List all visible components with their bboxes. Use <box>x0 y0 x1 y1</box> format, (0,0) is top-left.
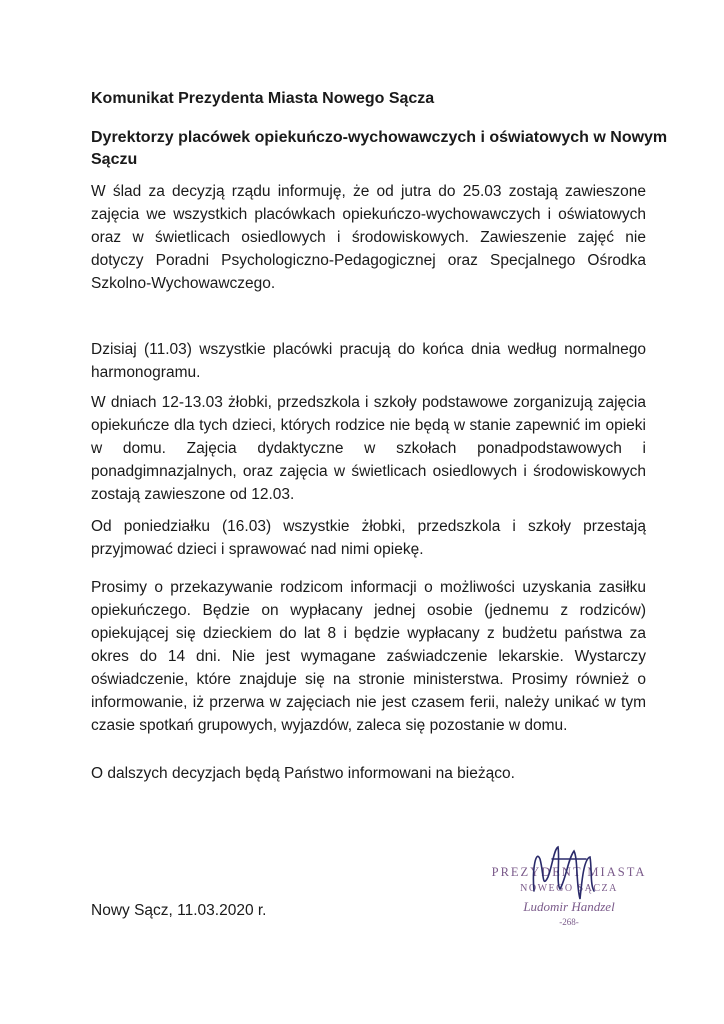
stamp-line-name: Ludomir Handzel <box>523 899 615 914</box>
paragraph-allowance: Prosimy o przekazywanie rodzicom informacji o możliwości uzyskania zasiłku opiekuńczego. Będzie on wypłacany jednej osobie (jednemu z rodziców) opiekującej się dzieckiem do lat 8 i będzie wypłacany z budżetu państwa za okres do 14 dni. Nie jest wymagane zaświadczenie lekarskie. Wystarczy oświadczenie, które znajduje się na stronie ministerstwa. Prosimy również o informowanie, iż przerwa w zajęciach nie jest czasem ferii, należy unikać w tym czasie spotkań grupowych, wyjazdów, zaleca się pozostanie w domu. <box>91 579 646 734</box>
document-subtitle: Dyrektorzy placówek opiekuńczo-wychowawczych i oświatowych w Nowym Sączu <box>91 129 668 168</box>
paragraph-monday: Od poniedziałku (16.03) wszystkie żłobki, przedszkola i szkoły przestają przyjmować dzieci i sprawować nad nimi opiekę. <box>91 518 646 558</box>
document-title: Komunikat Prezydenta Miasta Nowego Sącza <box>91 90 435 107</box>
mayor-stamp <box>474 835 664 930</box>
handwritten-signature-icon <box>494 829 624 919</box>
stamp-line-city: NOWEGO SĄCZA <box>520 883 618 894</box>
stamp-line-number: -268- <box>559 917 579 927</box>
paragraph-today: Dzisiaj (11.03) wszystkie placówki pracują do końca dnia według normalnego harmonogramu. <box>91 341 646 381</box>
paragraph-suspension: W ślad za decyzją rządu informuję, że od jutra do 25.03 zostają zawieszone zajęcia we wszystkich placówkach opiekuńczo-wychowawczych i oświatowych oraz w świetlicach osiedlowych i środowiskowych. Zawieszenie zajęć nie dotyczy Poradni Psychologiczno-Pedagogicznej oraz Specjalnego Ośrodka Szkolno-Wychowawczego. <box>91 183 646 292</box>
paragraph-closing: O dalszych decyzjach będą Państwo informowani na bieżąco. <box>91 765 515 782</box>
stamp-line-title: PREZYDENT MIASTA <box>491 865 647 879</box>
place-date: Nowy Sącz, 11.03.2020 r. <box>91 902 267 919</box>
paragraph-care-days: W dniach 12-13.03 żłobki, przedszkola i szkoły podstawowe zorganizują zajęcia opiekuńcze dla tych dzieci, których rodzice nie będą w stanie zapewnić im opieki w domu. Zajęcia dydaktyczne w szkołach ponadpodstawowych i ponadgimnazjalnych, oraz zajęcia w świetlicach osiedlowych i środowiskowych zostają zawieszone od 12.03. <box>91 394 646 503</box>
